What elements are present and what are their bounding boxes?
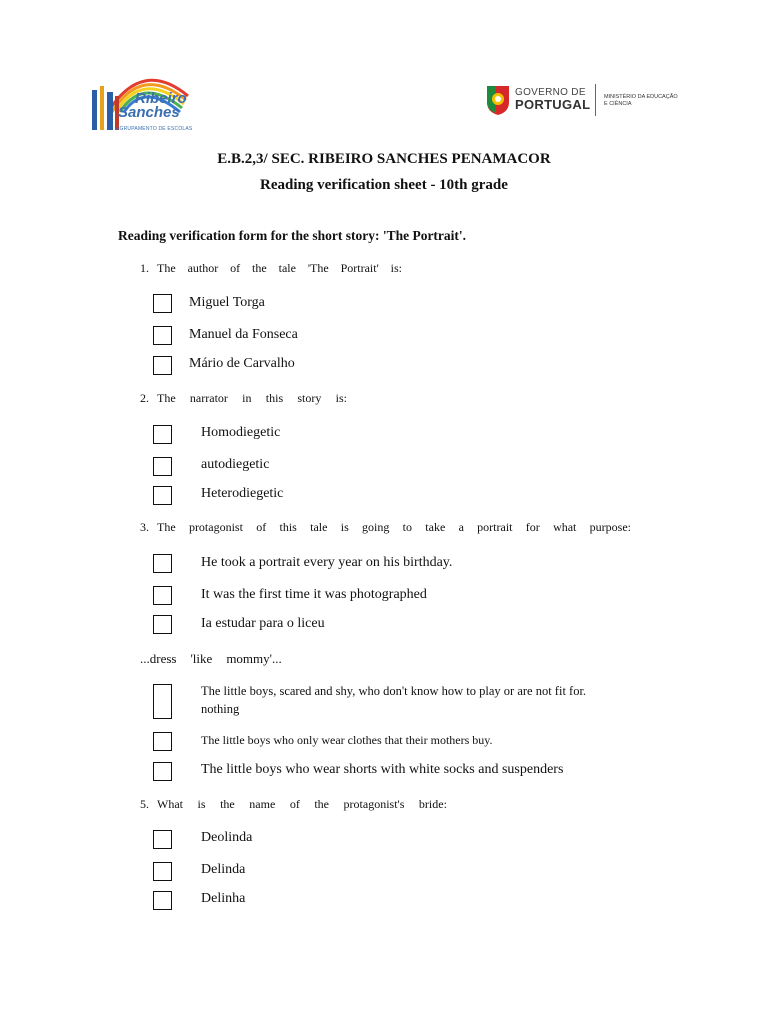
- option-label: He took a portrait every year on his birthday.: [201, 555, 453, 570]
- logo-divider: [595, 84, 596, 116]
- option-checkbox[interactable]: [153, 684, 172, 719]
- question-word: portrait: [477, 520, 513, 534]
- question-word: The: [157, 391, 176, 405]
- question-word: ...dress: [140, 651, 177, 666]
- question-word: is:: [390, 261, 402, 275]
- option-checkbox[interactable]: [153, 326, 172, 345]
- question-word: the: [220, 797, 235, 811]
- question-word: Portrait': [340, 261, 379, 275]
- option-label: Homodiegetic: [201, 425, 281, 440]
- option-checkbox[interactable]: [153, 862, 172, 881]
- question-word: of: [256, 520, 267, 534]
- question-word: of: [289, 797, 300, 811]
- question-1: [140, 261, 631, 276]
- option-label: Deolinda: [201, 830, 253, 845]
- option-checkbox[interactable]: [153, 891, 172, 910]
- question-word: to: [402, 520, 412, 534]
- option-label: Miguel Torga: [189, 295, 265, 310]
- question-word: is: [197, 797, 206, 811]
- question-word: tale: [278, 261, 296, 275]
- option-checkbox[interactable]: [153, 762, 172, 781]
- question-word: this: [279, 520, 297, 534]
- option-label: It was the first time it was photographed: [201, 587, 427, 602]
- school-name: E.B.2,3/ SEC. RIBEIRO SANCHES PENAMACOR: [217, 151, 551, 167]
- option-checkbox[interactable]: [153, 554, 172, 573]
- form-intro: Reading verification form for the short story: 'The Portrait'.: [118, 228, 467, 243]
- question-word: 'The: [307, 261, 329, 275]
- question-word: going: [362, 520, 390, 534]
- option-checkbox[interactable]: [153, 586, 172, 605]
- question-word: in: [242, 391, 252, 405]
- question-word: The: [157, 520, 176, 534]
- government-line1: GOVERNO DE: [515, 87, 586, 98]
- government-line2: PORTUGAL: [515, 97, 591, 112]
- logo-text-sanches: Sanches: [118, 104, 180, 121]
- question-number: 3.: [140, 520, 149, 534]
- question-word: The: [157, 261, 176, 275]
- option-label: autodiegetic: [201, 457, 270, 472]
- ministry-line1: MINISTÉRIO DA EDUCAÇÃO: [604, 94, 678, 100]
- question-word: story: [297, 391, 322, 405]
- question-word: author: [187, 261, 219, 275]
- option-checkbox[interactable]: [153, 615, 172, 634]
- option-checkbox[interactable]: [153, 830, 172, 849]
- question-word: name: [249, 797, 276, 811]
- question-word: purpose:: [589, 520, 631, 534]
- question-word: is:: [335, 391, 347, 405]
- question-4: [140, 651, 296, 667]
- option-label: Manuel da Fonseca: [189, 327, 298, 342]
- option-checkbox[interactable]: [153, 486, 172, 505]
- question-word: is: [340, 520, 349, 534]
- question-word: What: [157, 797, 183, 811]
- option-checkbox[interactable]: [153, 425, 172, 444]
- logo-subtext: AGRUPAMENTO DE ESCOLAS: [116, 126, 193, 132]
- question-word: a: [458, 520, 464, 534]
- question-word: protagonist: [188, 520, 243, 534]
- option-label: Ia estudar para o liceu: [201, 616, 325, 631]
- option-checkbox[interactable]: [153, 356, 172, 375]
- option-label: Mário de Carvalho: [189, 356, 295, 371]
- question-word: for: [525, 520, 540, 534]
- question-word: what: [553, 520, 577, 534]
- question-word: tale: [310, 520, 328, 534]
- question-word: the: [314, 797, 330, 811]
- question-word: 'like: [190, 651, 213, 666]
- option-label: Heterodiegetic: [201, 486, 284, 501]
- school-logo: [88, 66, 193, 138]
- question-number: 1.: [140, 261, 149, 275]
- question-word: protagonist's: [343, 797, 405, 811]
- option-label: Delinha: [201, 891, 246, 906]
- option-checkbox[interactable]: [153, 294, 172, 313]
- sheet-title: Reading verification sheet - 10th grade: [260, 177, 508, 193]
- question-word: bride:: [418, 797, 447, 811]
- question-word: the: [252, 261, 267, 275]
- logo-text-ribeiro: Ribeiro: [135, 90, 187, 107]
- question-number: 2.: [140, 391, 149, 405]
- question-word: take: [425, 520, 446, 534]
- option-checkbox[interactable]: [153, 457, 172, 476]
- question-2: [140, 391, 631, 406]
- option-checkbox[interactable]: [153, 732, 172, 751]
- question-number: 5.: [140, 797, 149, 811]
- question-3: [140, 520, 631, 535]
- ministry-line2: E CIÊNCIA: [604, 101, 632, 107]
- option-label: Delinda: [201, 862, 246, 877]
- question-word: mommy'...: [226, 651, 282, 666]
- option-label: nothing: [201, 702, 240, 716]
- option-label: The little boys who wear shorts with white socks and suspenders: [201, 762, 564, 777]
- question-word: narrator: [189, 391, 228, 405]
- question-word: this: [265, 391, 284, 405]
- portugal-emblem-icon: [485, 84, 511, 116]
- option-label: The little boys, scared and shy, who don't know how to play or are not fit for.: [201, 684, 587, 698]
- government-logo: [485, 84, 685, 118]
- question-word: of: [230, 261, 241, 275]
- question-5: [140, 797, 631, 812]
- option-label: The little boys who only wear clothes that their mothers buy.: [201, 733, 493, 747]
